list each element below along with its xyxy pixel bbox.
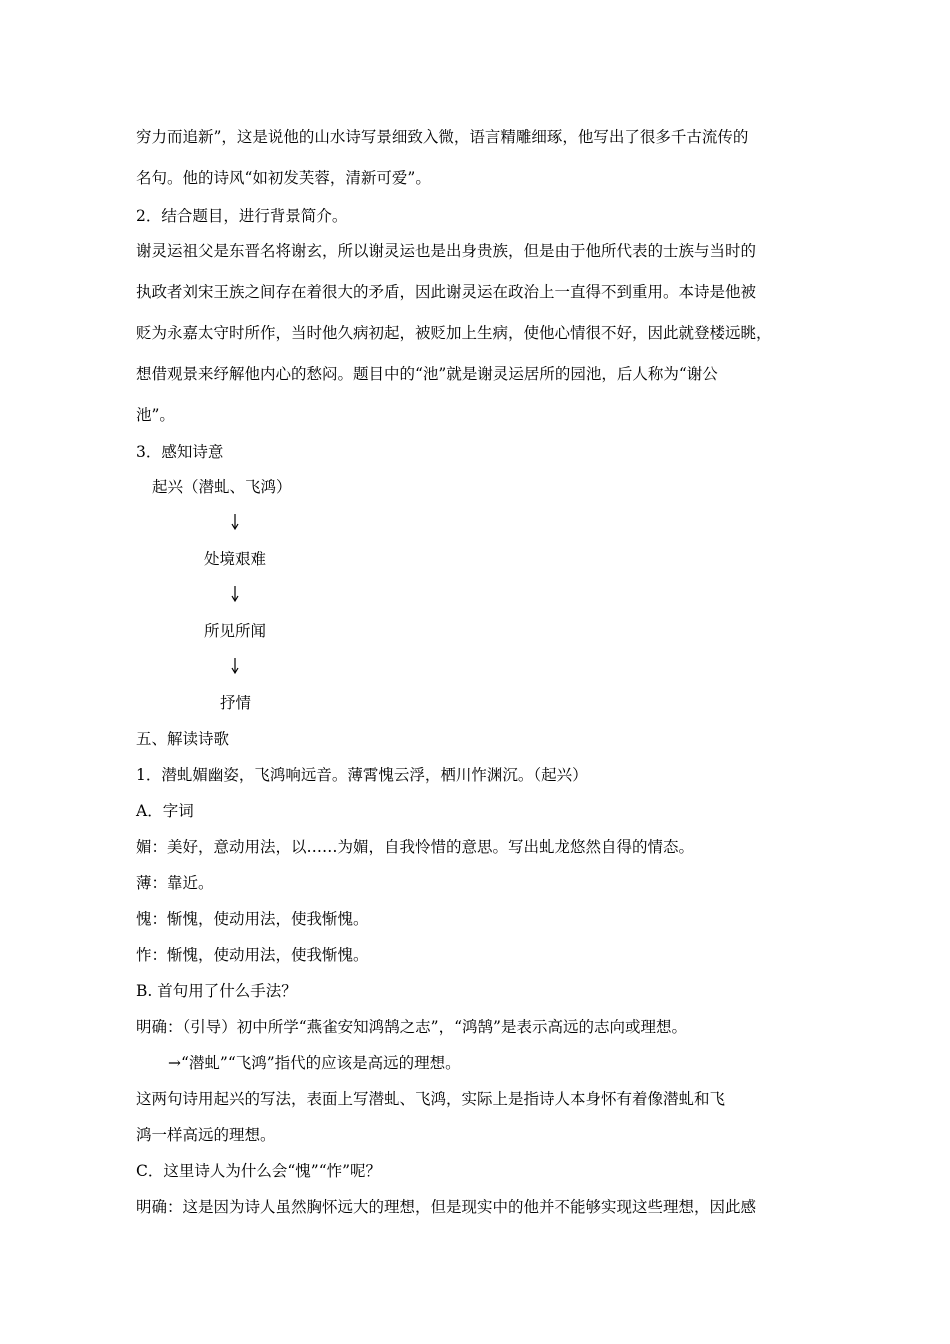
- word-note: 媚：美好，意动用法，以……为媚，自我怜惜的意思。写出虬龙悠然自得的情态。: [136, 838, 695, 856]
- subheading: C．这里诗人为什么会“愧”“怍”呢？: [136, 1162, 382, 1180]
- section-heading: 五、解读诗歌: [136, 730, 230, 748]
- subheading: A．字词: [136, 802, 194, 820]
- poem-line: 1．潜虬媚幽姿，飞鸿响远音。薄霄愧云浮，栖川怍渊沉。（起兴）: [136, 766, 588, 784]
- paragraph-line: 想借观景来纾解他内心的愁闷。题目中的“池”就是谢灵运居所的园池，后人称为“谢公: [136, 365, 718, 383]
- paragraph-line: 这两句诗用起兴的写法，表面上写潜虬、飞鸿，实际上是指诗人本身怀有着像潜虬和飞: [136, 1090, 726, 1108]
- flow-step: 起兴（潜虬、飞鸿）: [152, 478, 292, 496]
- flow-step: 所见所闻: [204, 622, 267, 640]
- section-heading: 2．结合题目，进行背景简介。: [136, 207, 348, 225]
- paragraph-line: 穷力而追新”，这是说他的山水诗写景细致入微，语言精雕细琢，他写出了很多千古流传的: [136, 128, 749, 146]
- paragraph-line: 鸿一样高远的理想。: [136, 1126, 276, 1144]
- word-note: 怍：惭愧，使动用法，使我惭愧。: [136, 946, 369, 964]
- answer-line: 明确：（引导）初中所学“燕雀安知鸿鹄之志”，“鸿鹄”是表示高远的志向或理想。: [136, 1018, 687, 1036]
- paragraph-line: 执政者刘宋王族之间存在着很大的矛盾，因此谢灵运在政治上一直得不到重用。本诗是他被: [136, 283, 757, 301]
- word-note: 薄：靠近。: [136, 874, 214, 892]
- paragraph-line: 池”。: [136, 406, 175, 424]
- flow-step: 抒情: [220, 694, 252, 712]
- paragraph-line: 谢灵运祖父是东晋名将谢玄，所以谢灵运也是出身贵族，但是由于他所代表的士族与当时的: [136, 242, 757, 260]
- down-arrow-icon: [229, 585, 241, 603]
- section-heading: 3．感知诗意: [136, 443, 224, 461]
- paragraph-line: 贬为永嘉太守时所作，当时他久病初起，被贬加上生病，使他心情很不好，因此就登楼远眺，: [136, 324, 772, 342]
- answer-line: 明确：这是因为诗人虽然胸怀远大的理想，但是现实中的他并不能够实现这些理想，因此感: [136, 1198, 757, 1216]
- paragraph-line: 名句。他的诗风“如初发芙蓉，清新可爱”。: [136, 169, 431, 187]
- flow-step: 处境艰难: [204, 550, 267, 568]
- down-arrow-icon: [229, 657, 241, 675]
- down-arrow-icon: [229, 513, 241, 531]
- subheading: B. 首句用了什么手法？: [136, 982, 297, 1000]
- arrow-note: →“潜虬”“飞鸿”指代的应该是高远的理想。: [168, 1054, 461, 1072]
- word-note: 愧：惭愧，使动用法，使我惭愧。: [136, 910, 369, 928]
